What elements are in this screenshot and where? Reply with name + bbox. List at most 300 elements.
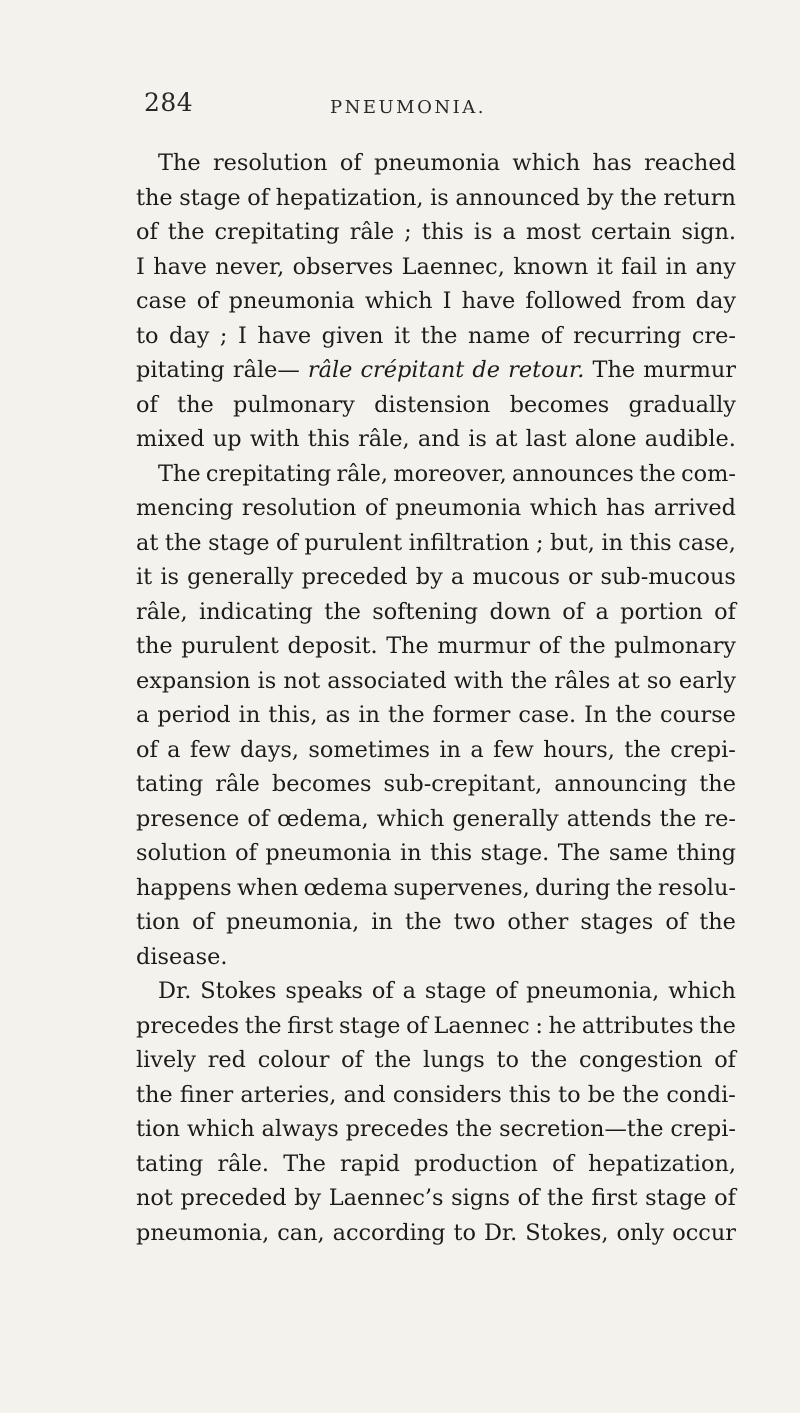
body-text xyxy=(136,146,736,1250)
word: have xyxy=(257,322,312,349)
word: this xyxy=(421,219,464,245)
word: production xyxy=(414,1150,538,1177)
word: have xyxy=(461,288,516,314)
word: of xyxy=(540,322,563,349)
word: pitating xyxy=(136,357,225,383)
word: former xyxy=(432,702,511,728)
word: râle xyxy=(307,357,353,383)
word: the xyxy=(420,322,458,349)
text-line xyxy=(136,767,736,802)
word: of xyxy=(136,391,158,418)
word: generally xyxy=(452,805,559,832)
word: the xyxy=(136,184,173,211)
text-line xyxy=(136,974,736,1009)
word: a xyxy=(450,564,465,590)
word: announcing xyxy=(554,771,688,797)
word: softening xyxy=(372,598,479,625)
text-line xyxy=(136,1009,736,1044)
word: The xyxy=(557,840,601,866)
word: of xyxy=(495,978,518,1004)
word: arrived xyxy=(653,495,736,521)
word: of xyxy=(247,184,270,211)
text-line xyxy=(136,560,736,595)
word: two xyxy=(453,909,496,935)
word: crepi- xyxy=(670,736,736,763)
word: crepitating xyxy=(214,219,340,245)
word: the xyxy=(699,1012,736,1039)
word: considers xyxy=(392,1081,502,1108)
word: congestion xyxy=(578,1047,703,1073)
word: the xyxy=(699,909,736,935)
word: down xyxy=(489,598,551,625)
word: œdema, xyxy=(277,805,369,832)
text-line xyxy=(136,905,736,940)
word: pulmonary xyxy=(614,633,736,659)
word: of xyxy=(136,736,158,763)
word: : xyxy=(535,1012,543,1039)
word: not xyxy=(136,1185,173,1211)
word: of xyxy=(196,288,219,314)
word: I xyxy=(442,288,452,314)
word: to xyxy=(136,322,159,349)
word: tating xyxy=(136,771,204,797)
text-line xyxy=(136,1216,736,1251)
word: never, xyxy=(215,253,285,280)
word: stage. xyxy=(480,840,550,866)
word: last xyxy=(525,426,567,452)
text-line xyxy=(136,526,736,561)
word: with xyxy=(453,667,504,694)
word: with xyxy=(249,426,300,452)
word: murmur xyxy=(437,633,531,659)
word: tion xyxy=(136,909,181,935)
text-line xyxy=(136,1112,736,1147)
word: attends xyxy=(566,805,652,832)
word: of xyxy=(406,1012,428,1039)
word: the xyxy=(622,1081,660,1108)
word: the xyxy=(324,598,361,625)
word: gradually xyxy=(628,391,736,418)
word: a xyxy=(402,978,416,1004)
word: by xyxy=(415,564,443,590)
word: hepatization, xyxy=(275,184,424,211)
word: the xyxy=(455,1116,493,1142)
word: in xyxy=(439,736,461,763)
word: I xyxy=(136,253,145,280)
text-line xyxy=(136,595,736,630)
word: which xyxy=(186,1116,255,1142)
text-line xyxy=(136,802,736,837)
word: resolution xyxy=(241,495,357,521)
word: recurring xyxy=(573,322,682,349)
text-line xyxy=(136,629,736,664)
word: of xyxy=(714,1185,736,1211)
word: stage xyxy=(208,529,270,556)
word: the xyxy=(530,1047,568,1073)
word: The xyxy=(386,633,429,659)
word: at xyxy=(617,667,640,694)
word: of xyxy=(247,805,270,832)
word: becomes xyxy=(509,391,610,418)
text-line xyxy=(136,146,736,181)
word: râle— xyxy=(232,357,300,383)
word: In xyxy=(584,702,608,728)
word: preceded xyxy=(180,1185,287,1211)
word: pneumonia, xyxy=(526,978,660,1004)
text-line xyxy=(136,422,736,457)
word: of xyxy=(339,150,362,176)
text-line xyxy=(136,1078,736,1113)
word: same xyxy=(608,840,669,866)
word: and xyxy=(343,1081,386,1108)
word: the xyxy=(615,702,653,728)
word: secretion—the xyxy=(499,1116,664,1142)
word: this xyxy=(307,426,350,452)
word: distension xyxy=(374,391,491,418)
word: and xyxy=(417,426,460,452)
word: supervenes, xyxy=(393,874,530,901)
word: becomes xyxy=(271,771,372,797)
word: râle, xyxy=(136,598,188,625)
word: râle xyxy=(215,771,260,797)
word: indicating xyxy=(198,598,313,625)
word: in xyxy=(665,253,688,280)
word: Laennec xyxy=(433,1012,530,1039)
running-head: PNEUMONIA. xyxy=(330,97,486,118)
word: Dr. xyxy=(158,978,192,1004)
text-line xyxy=(136,353,736,388)
word: crepitating xyxy=(205,460,332,487)
word: any xyxy=(695,253,736,280)
text-line xyxy=(136,1043,736,1078)
text-line xyxy=(136,1147,736,1182)
word: the xyxy=(167,219,205,245)
word: has xyxy=(606,495,646,521)
word: but, xyxy=(550,529,595,556)
word: from xyxy=(631,288,686,314)
word: is xyxy=(257,667,277,694)
text-line xyxy=(136,284,736,319)
word: the xyxy=(177,391,214,418)
word: not xyxy=(283,667,321,694)
word: deposit. xyxy=(287,633,378,659)
word: red xyxy=(207,1047,247,1073)
word: stage xyxy=(424,978,487,1004)
word: Laennec’s xyxy=(328,1185,444,1211)
word: or xyxy=(568,564,593,590)
word: retour. xyxy=(508,357,585,383)
word: mixed xyxy=(136,426,205,452)
word: Stokes, xyxy=(525,1219,609,1246)
word: pneumonia, xyxy=(226,909,360,935)
word: it xyxy=(394,322,411,349)
word: râles xyxy=(554,667,611,694)
word: stage xyxy=(338,1012,401,1039)
word: œdema xyxy=(303,874,388,901)
word: is xyxy=(430,184,449,211)
word: the xyxy=(547,1185,584,1211)
word: most xyxy=(525,219,582,245)
word: this xyxy=(430,840,473,866)
word: mucous xyxy=(472,564,560,590)
word: so xyxy=(646,667,672,694)
word: this xyxy=(508,1081,551,1108)
text-line xyxy=(136,698,736,733)
word: case, xyxy=(678,529,736,556)
word: the xyxy=(568,633,606,659)
word: expansion xyxy=(136,667,251,694)
word: days, xyxy=(240,736,299,763)
word: crepi- xyxy=(670,1116,736,1142)
word: cre- xyxy=(691,322,736,349)
word: the xyxy=(136,1081,173,1108)
text-line xyxy=(136,836,736,871)
word: pneumonia xyxy=(395,495,522,521)
word: the xyxy=(620,184,657,211)
word: the xyxy=(615,874,653,901)
word: portion xyxy=(620,598,703,625)
word: of xyxy=(538,633,561,659)
word: case. xyxy=(518,702,577,728)
word: day xyxy=(169,322,210,349)
word: of xyxy=(136,219,158,245)
word: first xyxy=(591,1185,638,1211)
word: which xyxy=(376,805,445,832)
word: can, xyxy=(277,1219,325,1246)
word: the xyxy=(659,805,697,832)
word: precedes xyxy=(345,1116,449,1142)
text-line xyxy=(136,457,736,492)
word: the xyxy=(699,771,736,797)
word: of xyxy=(192,909,214,935)
word: ; xyxy=(404,219,412,245)
word: tating xyxy=(136,1150,204,1177)
word: the xyxy=(136,633,173,659)
word: few xyxy=(189,736,231,763)
word: pulmonary xyxy=(233,391,355,418)
word: course xyxy=(660,702,736,728)
word: of xyxy=(714,598,736,625)
word: of xyxy=(341,1047,363,1073)
word: in xyxy=(358,702,380,728)
word: early xyxy=(678,667,736,694)
word: râle. xyxy=(217,1150,270,1177)
word: a xyxy=(167,736,181,763)
word: the xyxy=(639,460,676,487)
word: always xyxy=(261,1116,339,1142)
word: the xyxy=(164,529,202,556)
word: this xyxy=(629,529,672,556)
word: crépitant xyxy=(360,357,465,383)
word: ; xyxy=(219,322,228,349)
word: hours, xyxy=(543,736,615,763)
word: few xyxy=(493,736,534,763)
text-line xyxy=(136,319,736,354)
word: it xyxy=(596,253,613,280)
word: pneumonia, xyxy=(136,1219,270,1246)
word: associated xyxy=(327,667,447,694)
word: alone xyxy=(574,426,637,452)
word: the xyxy=(374,1047,412,1073)
word: re- xyxy=(704,805,736,832)
word: which xyxy=(512,150,581,176)
word: the xyxy=(624,736,661,763)
word: solution xyxy=(136,840,227,866)
word: I xyxy=(238,322,247,349)
word: pneumonia xyxy=(265,840,392,866)
word: stages xyxy=(580,909,654,935)
word: in xyxy=(371,909,393,935)
word: attributes xyxy=(581,1012,694,1039)
word: de xyxy=(472,357,501,383)
word: lungs xyxy=(422,1047,485,1073)
word: is xyxy=(160,564,179,590)
word: purulent xyxy=(181,633,279,659)
word: a xyxy=(502,219,516,245)
word: of xyxy=(517,1185,540,1211)
text-line xyxy=(136,1181,736,1216)
word: is xyxy=(473,219,493,245)
word: a xyxy=(136,702,150,728)
word: other xyxy=(507,909,569,935)
word: only xyxy=(616,1219,665,1246)
word: of xyxy=(276,529,298,556)
word: the xyxy=(404,909,442,935)
word: generally xyxy=(187,564,294,590)
word: given xyxy=(321,322,384,349)
word: when xyxy=(236,874,299,901)
word: arteries, xyxy=(240,1081,337,1108)
word: in xyxy=(238,702,261,728)
text-line xyxy=(136,181,736,216)
word: have xyxy=(153,253,207,280)
word: Laennec, xyxy=(401,253,505,280)
word: Dr. xyxy=(483,1219,518,1246)
word: happens xyxy=(136,874,232,901)
word: to xyxy=(558,1081,581,1108)
word: this, xyxy=(268,702,318,728)
word: purulent xyxy=(304,529,403,556)
word: condi- xyxy=(666,1081,736,1108)
page-number: 284 xyxy=(144,88,194,117)
word: signs xyxy=(451,1185,511,1211)
word: which xyxy=(364,288,433,314)
word: fail xyxy=(621,253,658,280)
word: rapid xyxy=(340,1150,400,1177)
word: which xyxy=(529,495,598,521)
word: return xyxy=(663,184,736,211)
word: of xyxy=(562,598,585,625)
word: be xyxy=(587,1081,616,1108)
word: of xyxy=(552,1150,574,1177)
word: resolution xyxy=(212,150,328,176)
word: The xyxy=(592,357,636,383)
word: pneumonia xyxy=(374,150,501,176)
word: The xyxy=(283,1150,326,1177)
word: râle, xyxy=(336,460,389,487)
word: speaks xyxy=(285,978,363,1004)
text-line xyxy=(136,215,736,250)
word: at xyxy=(495,426,518,452)
word: tion xyxy=(136,1116,181,1142)
word: during xyxy=(535,874,611,901)
text-line xyxy=(136,664,736,699)
word: murmur xyxy=(643,357,736,383)
word: case xyxy=(136,288,187,314)
word: audible. xyxy=(644,426,736,452)
word: as xyxy=(325,702,351,728)
word: reached xyxy=(644,150,736,176)
word: by xyxy=(294,1185,322,1211)
word: of xyxy=(364,495,387,521)
word: The xyxy=(158,150,201,176)
word: resolu- xyxy=(657,874,736,901)
text-line xyxy=(136,250,736,285)
word: a xyxy=(470,736,484,763)
word: sub-crepitant, xyxy=(383,771,543,797)
word: com- xyxy=(681,460,736,487)
word: announces xyxy=(512,460,634,487)
word: the xyxy=(387,702,425,728)
text-line xyxy=(136,940,736,975)
word: known xyxy=(513,253,589,280)
word: disease. xyxy=(136,943,228,970)
word: observes xyxy=(292,253,394,280)
word: certain xyxy=(591,219,672,245)
text-line xyxy=(136,871,736,906)
word: the xyxy=(244,1012,282,1039)
word: is xyxy=(468,426,487,452)
word: The xyxy=(158,460,201,487)
word: colour xyxy=(257,1047,330,1073)
word: to xyxy=(496,1047,519,1073)
word: moreover, xyxy=(393,460,507,487)
word: up xyxy=(212,426,242,452)
word: the xyxy=(510,667,548,694)
word: a xyxy=(595,598,609,625)
word: to xyxy=(453,1219,476,1246)
word: pneumonia xyxy=(228,288,355,314)
word: day xyxy=(695,288,736,314)
word: he xyxy=(548,1012,577,1039)
word: stage xyxy=(645,1185,707,1211)
word: it xyxy=(136,564,153,590)
word: thing xyxy=(676,840,736,866)
word: sub-mucous xyxy=(600,564,736,590)
word: of xyxy=(665,909,688,935)
word: preceded xyxy=(301,564,408,590)
word: râle, xyxy=(358,426,410,452)
word: lively xyxy=(136,1047,197,1073)
word: occur xyxy=(672,1219,736,1246)
word: period xyxy=(157,702,231,728)
text-line xyxy=(136,491,736,526)
word: has xyxy=(592,150,632,176)
word: râle xyxy=(349,219,395,245)
word: according xyxy=(332,1219,446,1246)
text-line xyxy=(136,733,736,768)
word: followed xyxy=(525,288,622,314)
word: at xyxy=(136,529,159,556)
word: of xyxy=(371,978,394,1004)
word: in xyxy=(399,840,422,866)
word: sometimes xyxy=(308,736,430,763)
word: first xyxy=(287,1012,334,1039)
word: infiltration xyxy=(408,529,530,556)
word: presence xyxy=(136,805,240,832)
word: of xyxy=(235,840,257,866)
word: which xyxy=(668,978,736,1004)
